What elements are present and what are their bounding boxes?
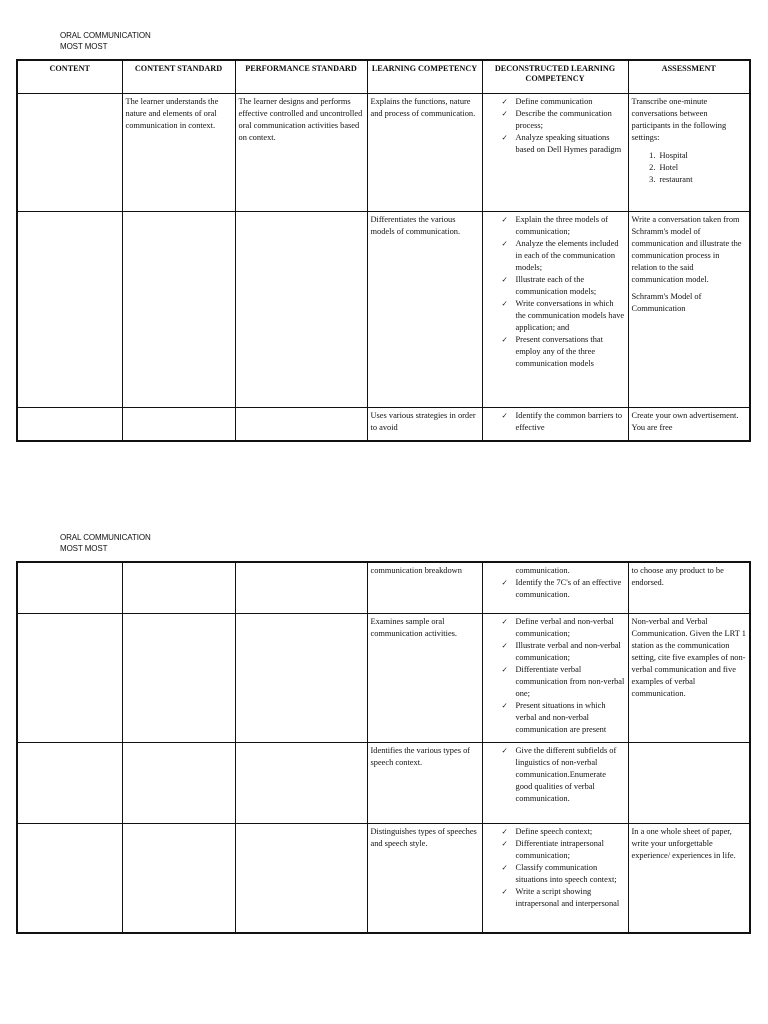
objective-list <box>486 96 625 156</box>
objective-item: ✓ Explain the three models of communication; <box>501 214 609 236</box>
objective-item: ✓ Classify communication situations into speech context; <box>501 862 617 884</box>
assessment-cell: Create your own advertisement. You are free <box>628 407 750 441</box>
check-icon: ✓ <box>501 640 508 650</box>
check-icon: ✓ <box>501 108 508 118</box>
header-subtitle: MOST MOST <box>60 544 108 553</box>
objective-item: ✓ Write a script showing intrapersonal and interpersonal <box>501 886 620 908</box>
settings-list <box>632 150 747 186</box>
column-header-assessment: ASSESSMENT <box>628 60 750 93</box>
check-icon: ✓ <box>501 132 508 142</box>
content-cell <box>17 823 122 933</box>
objective-item: ✓ Define communication <box>501 96 593 106</box>
column-header-learning-competency: LEARNING COMPETENCY <box>367 60 482 93</box>
objectives-cell <box>482 742 628 823</box>
page-header-1 <box>60 30 151 52</box>
competency-cell: Explains the functions, nature and process of communication. <box>367 93 482 211</box>
check-icon: ✓ <box>501 214 508 224</box>
check-icon: ✓ <box>501 700 508 710</box>
objective-continuation: communication. <box>515 566 570 575</box>
content-cell <box>17 562 122 613</box>
competency-cell: Uses various strategies in order to avoid <box>367 407 482 441</box>
objective-item: ✓ Analyze the elements included in each of the communication models; <box>501 238 619 272</box>
page-header-2 <box>60 532 151 554</box>
column-header-content: CONTENT <box>17 60 122 93</box>
objective-list <box>486 565 625 601</box>
competency-cell: Examines sample oral communication activities. <box>367 613 482 742</box>
table-row <box>17 93 750 211</box>
assessment-cell <box>628 742 750 823</box>
objective-item: ✓ Differentiate intrapersonal communication; <box>501 838 604 860</box>
performance-standard-cell <box>235 211 367 407</box>
objective-item: ✓ Identify the 7C's of an effective communication. <box>501 578 622 599</box>
content-cell <box>17 211 122 407</box>
objective-list <box>486 826 625 910</box>
objective-item: ✓ Differentiate verbal communication from non-verbal one; <box>501 664 625 698</box>
assessment-note: Schramm's Model of Communication <box>631 291 702 313</box>
table-header-row <box>17 60 750 93</box>
header-subtitle: MOST MOST <box>60 42 108 51</box>
curriculum-table-page-2 <box>16 561 751 934</box>
content-cell <box>17 742 122 823</box>
check-icon: ✓ <box>501 745 508 755</box>
check-icon: ✓ <box>501 274 508 284</box>
objective-list <box>486 616 625 736</box>
content-cell <box>17 407 122 441</box>
objective-item: ✓ Present conversations that employ any of the three communication models <box>501 334 603 368</box>
content-cell <box>17 93 122 211</box>
objectives-cell <box>482 823 628 933</box>
table-row <box>17 823 750 933</box>
setting-item: 2. Hotel <box>658 162 747 174</box>
competency-cell: Identifies the various types of speech context. <box>367 742 482 823</box>
content-standard-cell <box>122 211 235 407</box>
check-icon: ✓ <box>501 838 508 848</box>
assessment-text: Transcribe one-minute conversations between participants in the following settings: <box>631 96 727 142</box>
content-standard-cell <box>122 407 235 441</box>
objectives-cell <box>482 93 628 211</box>
performance-standard-cell <box>235 562 367 613</box>
assessment-cell <box>628 93 750 211</box>
performance-standard-cell <box>235 823 367 933</box>
check-icon: ✓ <box>501 862 508 872</box>
curriculum-table-page-1 <box>16 59 751 442</box>
check-icon: ✓ <box>501 578 508 587</box>
objectives-cell <box>482 407 628 441</box>
column-header-content-standard: CONTENT STANDARD <box>122 60 235 93</box>
content-standard-cell: The learner understands the nature and elements of oral communication in context. <box>122 93 235 211</box>
check-icon: ✓ <box>501 664 508 674</box>
check-icon: ✓ <box>501 96 508 106</box>
performance-standard-cell <box>235 613 367 742</box>
content-standard-cell <box>122 613 235 742</box>
objective-item: ✓ Give the different subfields of linguistics of non-verbal communication.Enumerate good qualities of verbal communication. <box>501 745 617 803</box>
content-standard-cell <box>122 823 235 933</box>
competency-cell: communication breakdown <box>367 562 482 613</box>
objective-list <box>486 214 625 370</box>
column-header-performance-standard: PERFORMANCE STANDARD <box>235 60 367 93</box>
header-subject: ORAL COMMUNICATION <box>60 31 151 40</box>
performance-standard-cell <box>235 742 367 823</box>
objective-item: ✓ Analyze speaking situations based on Dell Hymes paradigm <box>501 132 622 154</box>
objective-item: ✓ Illustrate verbal and non-verbal communication; <box>501 640 621 662</box>
check-icon: ✓ <box>501 238 508 248</box>
assessment-cell: to choose any product to be endorsed. <box>628 562 750 613</box>
objective-item: ✓ Present situations in which verbal and non-verbal communication are present <box>501 700 607 734</box>
content-standard-cell <box>122 742 235 823</box>
content-standard-cell <box>122 562 235 613</box>
objective-item: ✓ Define speech context; <box>501 826 593 836</box>
assessment-cell: In a one whole sheet of paper, write your unforgettable experience/ experiences in life. <box>628 823 750 933</box>
check-icon: ✓ <box>501 886 508 896</box>
check-icon: ✓ <box>501 410 508 420</box>
objectives-cell <box>482 562 628 613</box>
performance-standard-cell: The learner designs and performs effective controlled and uncontrolled oral communication activities based on context. <box>235 93 367 211</box>
table-row <box>17 407 750 441</box>
objective-item: ✓ Define verbal and non-verbal communication; <box>501 616 614 638</box>
competency-cell: Differentiates the various models of communication. <box>367 211 482 407</box>
table-row <box>17 613 750 742</box>
table-row <box>17 562 750 613</box>
objective-item: ✓ Describe the communication process; <box>501 108 612 130</box>
column-header-deconstructed: DECONSTRUCTED LEARNING COMPETENCY <box>482 60 628 93</box>
objective-item: ✓ Illustrate each of the communication models; <box>501 274 597 296</box>
performance-standard-cell <box>235 407 367 441</box>
assessment-text: Write a conversation taken from Schramm's model of communication and illustrate the communication process in relation to the said communication model. <box>631 214 742 284</box>
objective-list <box>486 410 625 434</box>
objective-item: ✓ Write conversations in which the communication models have application; and <box>501 298 625 332</box>
check-icon: ✓ <box>501 826 508 836</box>
setting-item: 3. restaurant <box>658 174 747 186</box>
table-row <box>17 211 750 407</box>
content-cell <box>17 613 122 742</box>
objective-list <box>486 745 625 805</box>
setting-item: 1. Hospital <box>658 150 747 162</box>
check-icon: ✓ <box>501 616 508 626</box>
assessment-cell: Non-verbal and Verbal Communication. Given the LRT 1 station as the communication setting, cite five examples of non-verbal communication and five examples of verbal communication. <box>628 613 750 742</box>
competency-cell: Distinguishes types of speeches and speech style. <box>367 823 482 933</box>
objectives-cell <box>482 211 628 407</box>
check-icon: ✓ <box>501 298 508 308</box>
check-icon: ✓ <box>501 334 508 344</box>
assessment-cell <box>628 211 750 407</box>
objectives-cell <box>482 613 628 742</box>
header-subject: ORAL COMMUNICATION <box>60 533 151 542</box>
table-row <box>17 742 750 823</box>
objective-item: ✓ Identify the common barriers to effective <box>501 410 623 432</box>
